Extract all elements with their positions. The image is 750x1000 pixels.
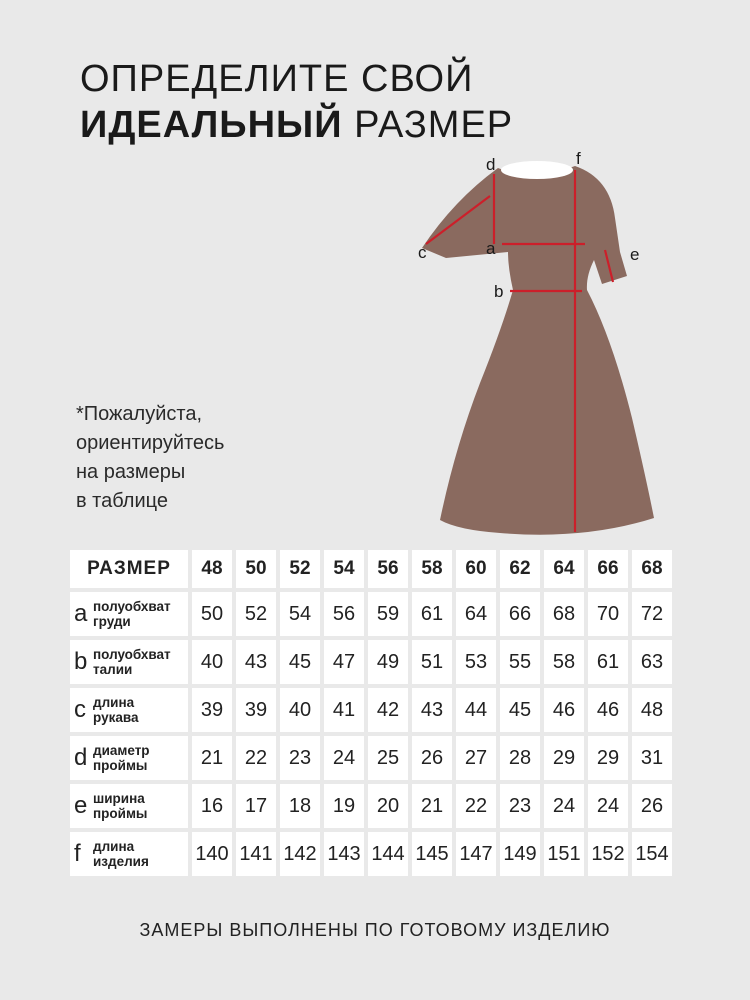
table-row [70, 592, 672, 636]
measurement-cell: 40 [192, 640, 232, 684]
row-description [93, 839, 149, 869]
measurement-cell: 49 [368, 640, 408, 684]
row-desc-line: рукава [93, 710, 139, 725]
measurement-cell: 19 [324, 784, 364, 828]
neckline-icon [501, 161, 573, 179]
note-line: в таблице [76, 490, 168, 512]
row-letter: e [74, 792, 88, 819]
measurement-cell: 25 [368, 736, 408, 780]
measurement-cell: 64 [456, 592, 496, 636]
size-header-cell: 48 [192, 550, 232, 588]
table-row [70, 640, 672, 684]
measurement-cell: 27 [456, 736, 496, 780]
row-desc-line: длина [93, 695, 135, 710]
label-d: d [486, 155, 496, 174]
dress-diagram [410, 148, 660, 538]
page-title [80, 56, 513, 148]
measurement-cell: 45 [500, 688, 540, 732]
measurement-cell: 142 [280, 832, 320, 876]
measurement-cell: 63 [632, 640, 672, 684]
measurement-cell: 141 [236, 832, 276, 876]
measurement-cell: 54 [280, 592, 320, 636]
measurement-cell: 53 [456, 640, 496, 684]
title-line-2 [80, 102, 513, 148]
measurement-cell: 47 [324, 640, 364, 684]
measurement-cell: 24 [588, 784, 628, 828]
measurement-cell: 43 [236, 640, 276, 684]
footer-note: ЗАМЕРЫ ВЫПОЛНЕНЫ ПО ГОТОВОМУ ИЗДЕЛИЮ [139, 920, 611, 940]
size-header-cell: 64 [544, 550, 584, 588]
measurement-cell: 145 [412, 832, 452, 876]
measurement-cell: 61 [588, 640, 628, 684]
row-label [70, 784, 188, 828]
row-label-cell [70, 688, 188, 732]
measurement-cell: 59 [368, 592, 408, 636]
measurement-cell: 17 [236, 784, 276, 828]
measurement-cell: 24 [544, 784, 584, 828]
size-header-cell: 60 [456, 550, 496, 588]
title-bold-word: ИДЕАЛЬНЫЙ [80, 104, 343, 146]
note-line: *Пожалуйста, [76, 403, 203, 425]
row-desc-line: талии [93, 662, 133, 677]
row-label [70, 688, 188, 732]
table-row [70, 784, 672, 828]
measurement-cell: 29 [588, 736, 628, 780]
measurement-cell: 140 [192, 832, 232, 876]
measurement-cell: 40 [280, 688, 320, 732]
measurement-cell: 55 [500, 640, 540, 684]
measurement-cell: 48 [632, 688, 672, 732]
row-label [70, 832, 188, 876]
label-c: c [418, 243, 427, 262]
row-label-cell [70, 784, 188, 828]
table-row [70, 832, 672, 876]
row-desc-line: полуобхват [93, 647, 171, 662]
measurement-cell: 24 [324, 736, 364, 780]
size-header-cell: 66 [588, 550, 628, 588]
row-desc-line: проймы [93, 806, 148, 821]
measurement-cell: 152 [588, 832, 628, 876]
row-letter: f [74, 840, 81, 867]
row-label [70, 592, 188, 636]
measurement-cell: 61 [412, 592, 452, 636]
row-description [93, 695, 138, 725]
measurement-cell: 26 [632, 784, 672, 828]
measurement-cell: 144 [368, 832, 408, 876]
row-desc-line: проймы [93, 758, 148, 773]
measurement-cell: 28 [500, 736, 540, 780]
label-e: e [630, 245, 640, 264]
row-desc-line: ширина [93, 791, 145, 806]
table-header-row [70, 550, 672, 588]
row-description [93, 647, 171, 677]
row-description [93, 791, 147, 821]
row-letter: c [74, 696, 86, 723]
measurement-cell: 22 [456, 784, 496, 828]
row-desc-line: длина [93, 839, 135, 854]
title-line-1: ОПРЕДЕЛИТЕ СВОЙ [80, 58, 474, 100]
measurement-cell: 41 [324, 688, 364, 732]
measurement-cell: 43 [412, 688, 452, 732]
size-header-cell: 54 [324, 550, 364, 588]
label-b: b [494, 282, 504, 301]
measurement-cell: 42 [368, 688, 408, 732]
size-note [76, 400, 224, 516]
measurement-cell: 26 [412, 736, 452, 780]
measurement-cell: 39 [236, 688, 276, 732]
row-desc-line: диаметр [93, 743, 150, 758]
measurement-cell: 72 [632, 592, 672, 636]
measurement-cell: 21 [192, 736, 232, 780]
row-label [70, 736, 188, 780]
measurement-cell: 52 [236, 592, 276, 636]
size-header-label: РАЗМЕР [70, 550, 188, 588]
measurement-cell: 147 [456, 832, 496, 876]
measurement-cell: 151 [544, 832, 584, 876]
measurement-cell: 58 [544, 640, 584, 684]
row-letter: d [74, 744, 88, 771]
label-f: f [576, 149, 581, 168]
note-line: на размеры [76, 461, 186, 483]
measurement-cell: 39 [192, 688, 232, 732]
table-row [70, 688, 672, 732]
row-description [93, 599, 171, 629]
row-desc-line: полуобхват [93, 599, 171, 614]
measurement-cell: 21 [412, 784, 452, 828]
label-a: a [486, 239, 496, 258]
measurement-cell: 70 [588, 592, 628, 636]
measurement-cell: 68 [544, 592, 584, 636]
measurement-cell: 46 [544, 688, 584, 732]
measurement-cell: 154 [632, 832, 672, 876]
measurement-cell: 51 [412, 640, 452, 684]
row-letter: a [74, 600, 88, 627]
row-label-cell [70, 640, 188, 684]
table-row [70, 736, 672, 780]
size-header-cell: 58 [412, 550, 452, 588]
measurement-cell: 23 [500, 784, 540, 828]
measurement-cell: 66 [500, 592, 540, 636]
row-desc-line: груди [93, 614, 131, 629]
row-label [70, 640, 188, 684]
size-header-cell: 52 [280, 550, 320, 588]
row-label-cell [70, 736, 188, 780]
title-rest-word: РАЗМЕР [342, 104, 514, 146]
measurement-cell: 23 [280, 736, 320, 780]
measurement-cell: 56 [324, 592, 364, 636]
size-header-cell: 62 [500, 550, 540, 588]
measurement-cell: 22 [236, 736, 276, 780]
measurement-cell: 18 [280, 784, 320, 828]
measurement-cell: 143 [324, 832, 364, 876]
row-description [93, 743, 150, 773]
measurement-cell: 44 [456, 688, 496, 732]
size-header-cell: 56 [368, 550, 408, 588]
measurement-cell: 20 [368, 784, 408, 828]
measurement-cell: 29 [544, 736, 584, 780]
size-table [66, 546, 676, 880]
measurement-cell: 46 [588, 688, 628, 732]
row-desc-line: изделия [93, 854, 149, 869]
size-header-cell: 68 [632, 550, 672, 588]
measurement-cell: 50 [192, 592, 232, 636]
row-label-cell [70, 832, 188, 876]
row-letter: b [74, 648, 88, 675]
size-header-cell: 50 [236, 550, 276, 588]
measurement-cell: 31 [632, 736, 672, 780]
measurement-cell: 16 [192, 784, 232, 828]
measurement-cell: 149 [500, 832, 540, 876]
measurement-cell: 45 [280, 640, 320, 684]
row-label-cell [70, 592, 188, 636]
note-line: ориентируйтесь [76, 432, 225, 454]
